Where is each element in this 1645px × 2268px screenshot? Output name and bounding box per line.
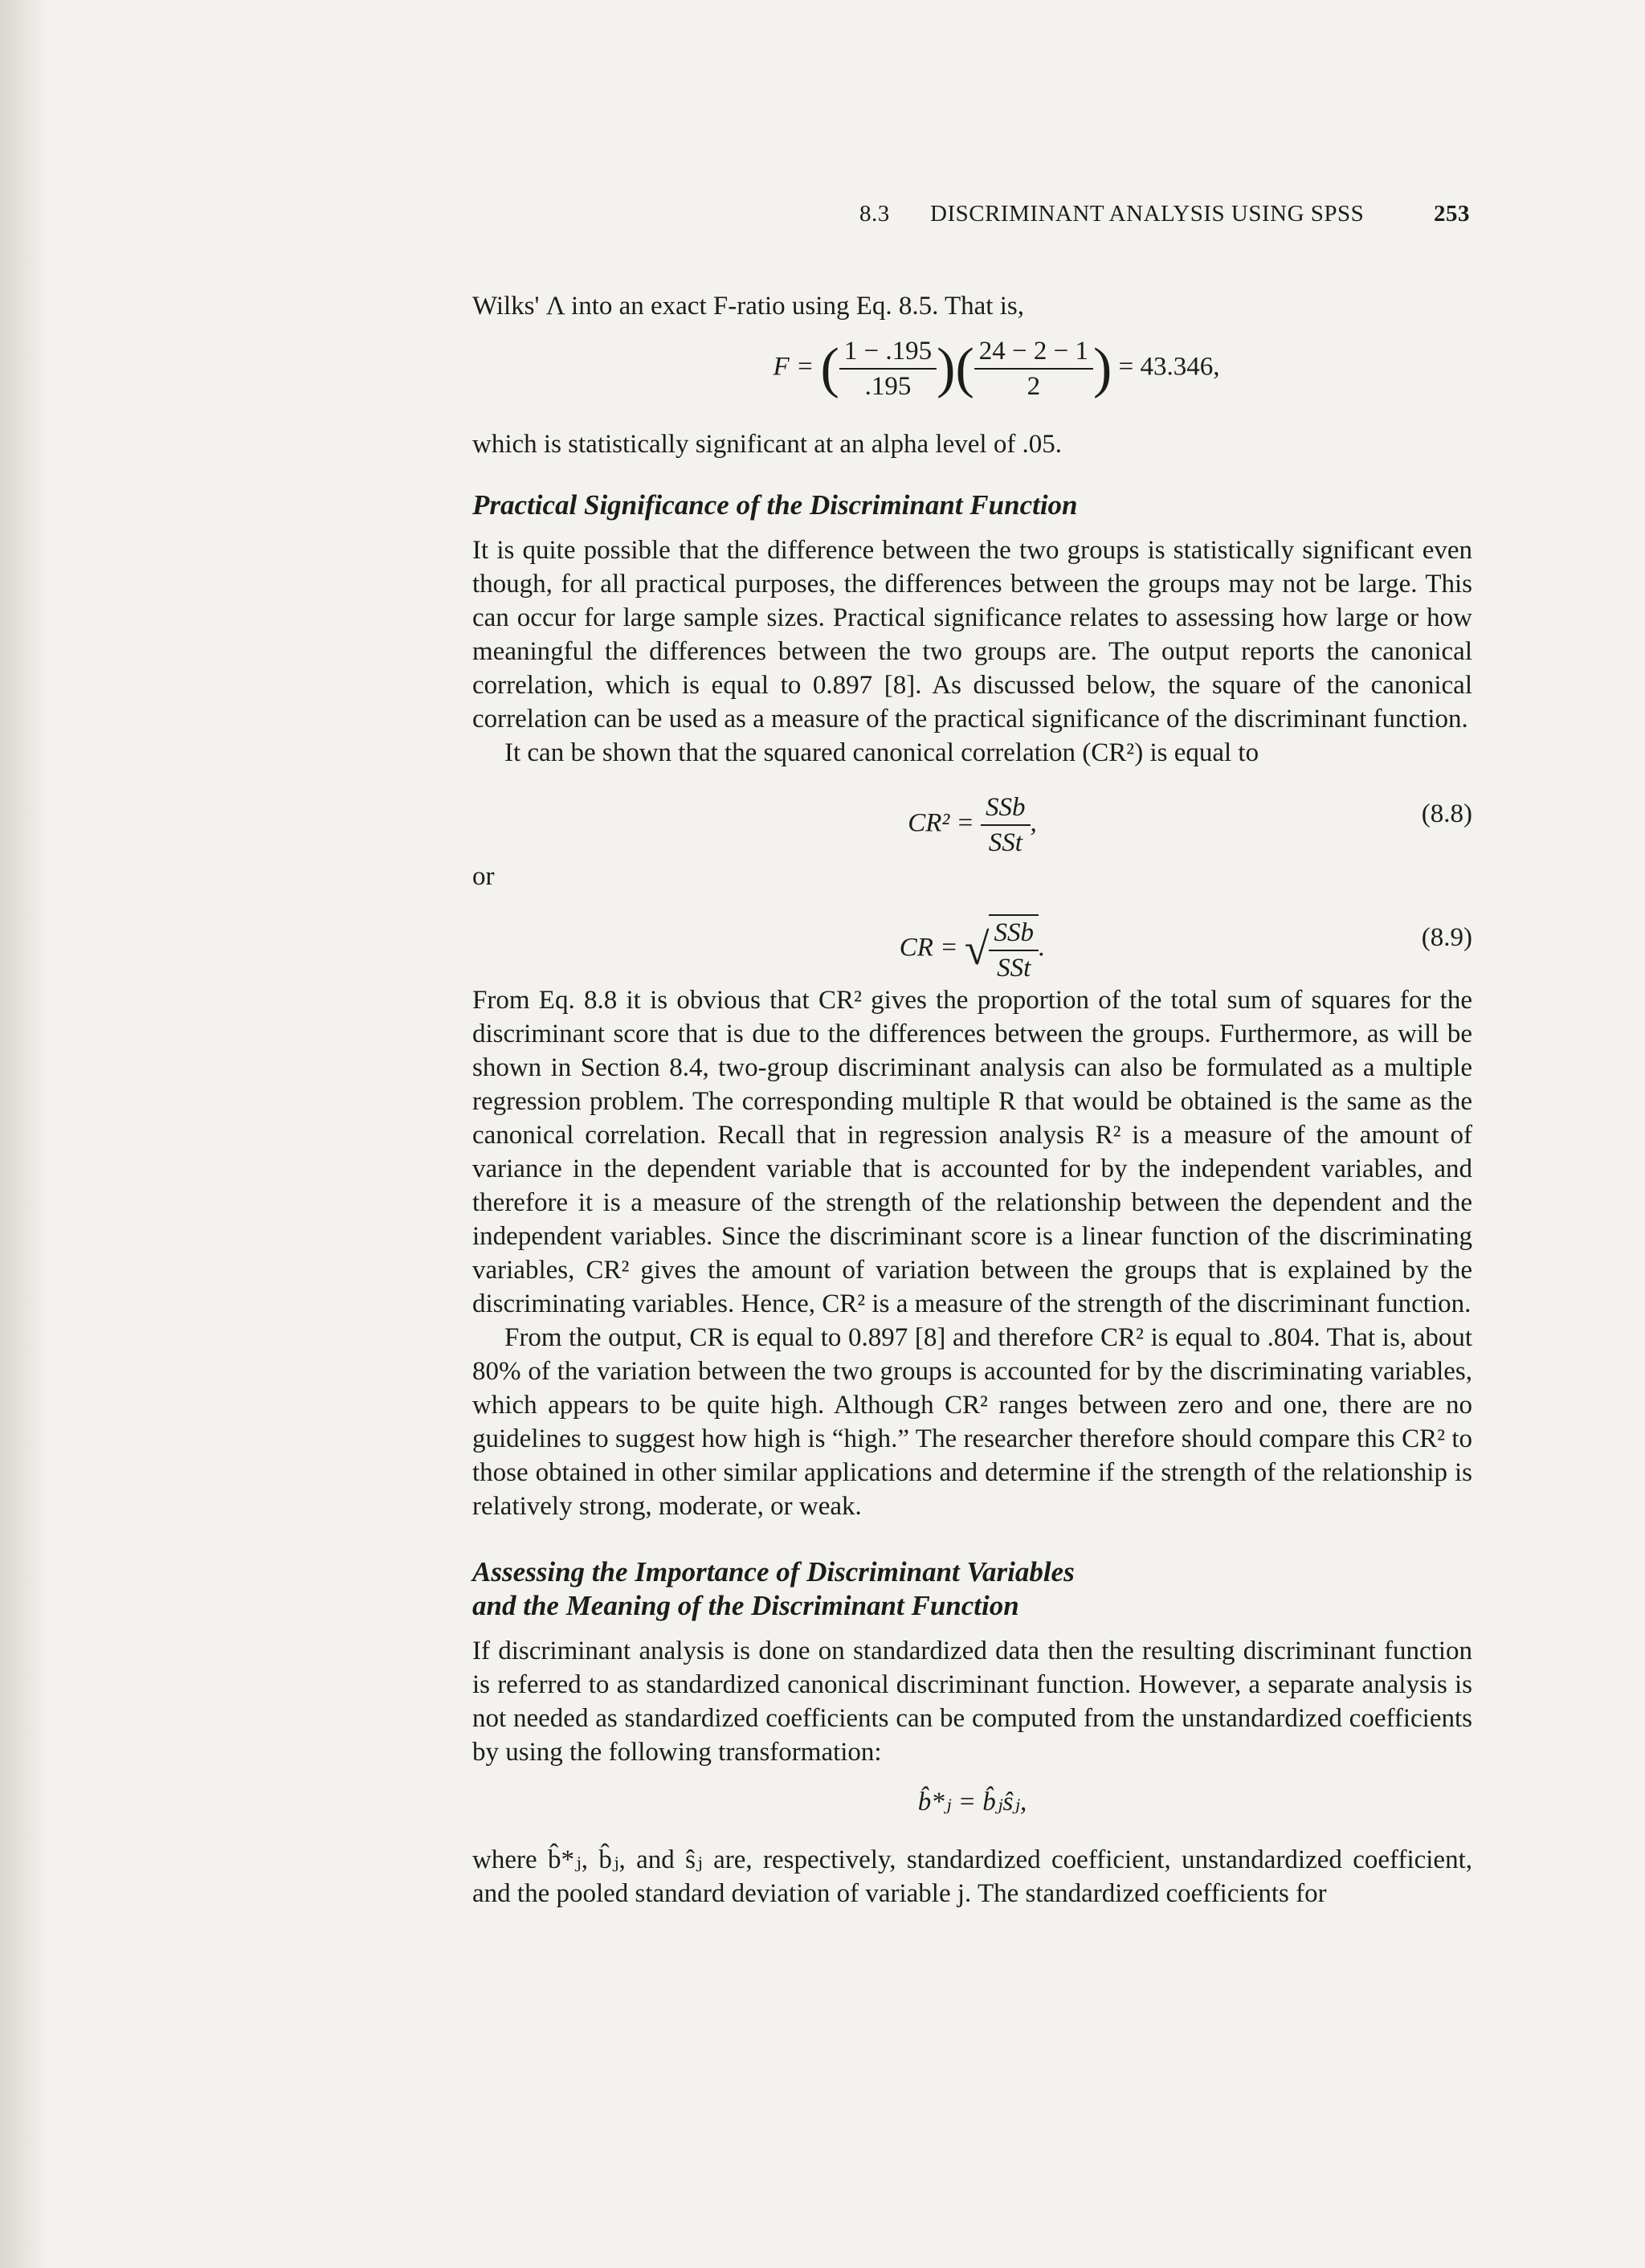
paragraph: From the output, CR is equal to 0.897 [8] and therefore CR² is equal to .804. That is, about 80% of the variation between the two groups is accounted for by the discriminating variables, which appears to be quite high. Although CR² ranges between zero and one, there are no guidelines to suggest how high is “high.” The researcher therefore should compare this CR² to those obtained in other similar applications and determine if the strength of the relationship is relatively strong, moderate, or weak. xyxy=(472,1323,1472,1521)
intro-significance-line: which is statistically significant at an alpha level of .05. xyxy=(472,430,1063,459)
eq-f-fraction-1: $\frac{1 - .195}{.195}$ xyxy=(839,334,937,403)
paragraph: From Eq. 8.8 it is obvious that CR² gives the proportion of the total sum of squares for the discriminant score that is due to the differences between the groups. Furthermore, as will be shown in Section 8.4, two-group discriminant analysis can also be formulated as a multiple regression problem. The corresponding multiple R that would be obtained is the same as the canonical correlation. Recall that in regression analysis R² is a measure of the amount of variance in the dependent variable that is accounted for by the independent variables, and therefore it is a measure of the strength of the relationship between the dependent and the independent variables. Since the discriminant score is a linear function of the discriminating variables, CR² gives the amount of variation between the groups that is explained by the discriminating variables. Hence, CR² is a measure of the strength of the discriminant function. xyxy=(472,986,1472,1318)
paren-close-icon: ) xyxy=(937,337,956,399)
section-heading-importance xyxy=(472,1555,1472,1623)
or-word: or xyxy=(472,862,495,891)
eq89-tail: . xyxy=(1038,933,1046,962)
equation-standardized-coefficient xyxy=(472,1774,1472,1838)
paragraph: where b̂*ⱼ, b̂ⱼ, and ŝⱼ are, respectively, standardized coefficient, unstandardized coefficient, and the pooled standard deviation of variable j. The standardized coefficients for xyxy=(472,1845,1472,1908)
eq88-fraction: $\frac{\text{SSb}}{\text{SSt}}$ xyxy=(981,791,1031,860)
paren-open-icon: ( xyxy=(955,337,974,399)
page-number: 253 xyxy=(1434,201,1470,227)
section-heading-practical-significance: Practical Significance of the Discriminant Function xyxy=(472,489,1078,521)
paragraph: It can be shown that the squared canonical correlation (CR²) is equal to xyxy=(504,738,1259,767)
eq-standardized: b̂*ⱼ = b̂ⱼŝⱼ, xyxy=(917,1788,1027,1816)
eq88-lhs: CR² = xyxy=(908,808,974,838)
intro-line: Wilks' Λ into an exact F-ratio using Eq. 8.5. That is, xyxy=(472,292,1024,321)
text-column xyxy=(472,289,1472,1910)
equation-f-ratio xyxy=(472,328,1472,423)
eq-f-fraction-2: $\frac{24 - 2 - 1}{2}$ xyxy=(974,334,1093,403)
eq-f-lhs: F = xyxy=(773,352,814,382)
heading-line: and the Meaning of the Discriminant Function xyxy=(472,1590,1019,1621)
eq88-tail: , xyxy=(1030,808,1037,838)
paren-open-icon: ( xyxy=(820,337,839,399)
eq-f-rhs: = 43.346, xyxy=(1118,352,1220,382)
sqrt-icon: √ xyxy=(964,925,990,975)
paren-close-icon: ) xyxy=(1093,337,1112,399)
header-section-title: DISCRIMINANT ANALYSIS USING SPSS xyxy=(930,201,1365,227)
equation-8-8 xyxy=(472,774,1472,855)
equation-number: (8.9) xyxy=(1421,923,1472,952)
eq89-fraction: $\frac{\text{SSb}}{\text{SSt}}$ xyxy=(989,914,1039,985)
header-section-number: 8.3 xyxy=(859,201,890,227)
paragraph: It is quite possible that the difference between the two groups is statistically significant even though, for all practical purposes, the differences between the groups may not be large. This can occur for large sample sizes. Practical significance relates to assessing how large or how meaningful the differences between the two groups are. The output reports the canonical correlation, which is equal to 0.897 [8]. As discussed below, the square of the canonical correlation can be used as a measure of the practical significance of the discriminant function. xyxy=(472,536,1472,734)
page-edge-shadow xyxy=(0,0,48,2268)
paragraph: If discriminant analysis is done on standardized data then the resulting discriminant function is referred to as standardized canonical discriminant function. However, a separate analysis is not needed as standardized coefficients can be computed from the unstandardized coefficients by using the following transformation: xyxy=(472,1637,1472,1767)
heading-line: Assessing the Importance of Discriminant Variables xyxy=(472,1556,1075,1588)
eq89-lhs: CR = xyxy=(899,933,958,962)
equation-number: (8.8) xyxy=(1421,799,1472,828)
equation-8-9 xyxy=(472,898,1472,983)
